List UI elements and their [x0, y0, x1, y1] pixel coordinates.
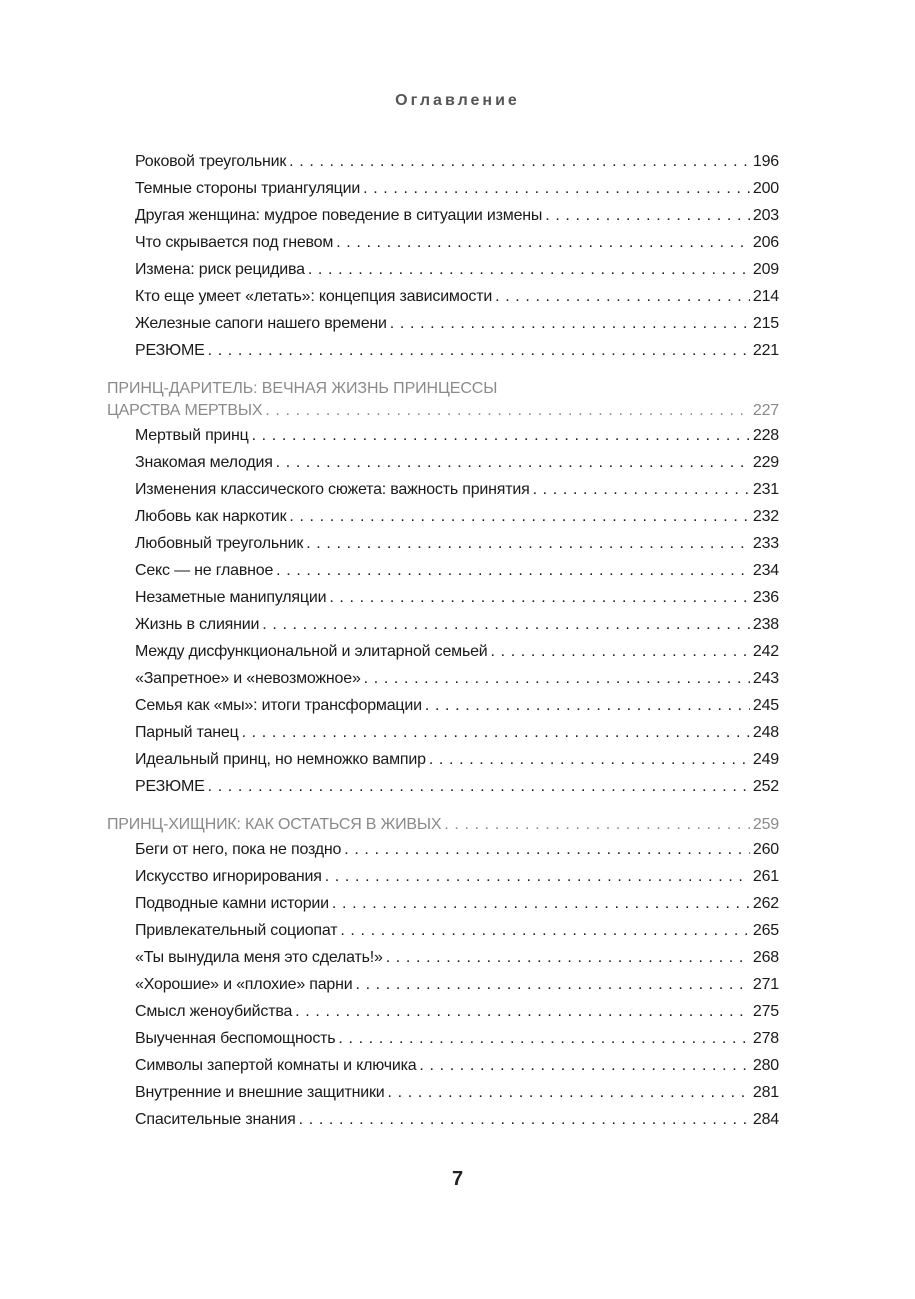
entry-title: Темные стороны триангуляции — [135, 180, 361, 197]
dot-leader — [495, 283, 750, 310]
entry-title: Другая женщина: мудрое поведение в ситуации измены — [135, 207, 543, 224]
entry-page: 249 — [752, 751, 779, 768]
dot-leader — [329, 584, 750, 611]
entry-page: 227 — [752, 402, 779, 419]
entry-page: 252 — [752, 778, 779, 795]
toc-entry[interactable] — [107, 175, 779, 202]
section-heading[interactable] — [107, 814, 779, 836]
entry-title: Внутренние и внешние защитники — [135, 1084, 385, 1101]
dot-leader — [332, 890, 750, 917]
entry-page: 275 — [752, 1003, 779, 1020]
dot-leader — [276, 557, 750, 584]
toc-entry[interactable] — [107, 283, 779, 310]
entry-page: 236 — [752, 589, 779, 606]
entry-page: 206 — [752, 234, 779, 251]
dot-leader — [289, 503, 750, 530]
entry-title: Искусство игнорирования — [135, 868, 322, 885]
entry-page: 196 — [752, 153, 779, 170]
toc-entry[interactable] — [107, 256, 779, 283]
entry-title: Любовный треугольник — [135, 535, 304, 552]
toc-entry[interactable] — [107, 1079, 779, 1106]
toc-entry[interactable] — [107, 530, 779, 557]
entry-page: 200 — [752, 180, 779, 197]
toc-entry[interactable] — [107, 692, 779, 719]
entry-page: 260 — [752, 841, 779, 858]
dot-leader — [208, 773, 750, 800]
dot-leader — [363, 175, 750, 202]
dot-leader — [308, 256, 750, 283]
dot-leader — [340, 917, 750, 944]
dot-leader — [533, 476, 750, 503]
dot-leader — [289, 148, 750, 175]
dot-leader — [242, 719, 750, 746]
dot-leader — [325, 863, 750, 890]
toc-entry[interactable] — [107, 611, 779, 638]
entry-title: Привлекательный социопат — [135, 922, 338, 939]
dot-leader — [295, 998, 750, 1025]
toc-entry[interactable] — [107, 746, 779, 773]
entry-page: 228 — [752, 427, 779, 444]
dot-leader — [390, 310, 750, 337]
entry-title: Жизнь в слиянии — [135, 616, 260, 633]
entry-page: 261 — [752, 868, 779, 885]
toc-entry[interactable] — [107, 557, 779, 584]
section-title-line: ПРИНЦ-ДАРИТЕЛЬ: ВЕЧНАЯ ЖИЗНЬ ПРИНЦЕССЫ — [107, 380, 498, 397]
entry-title: Знакомая мелодия — [135, 454, 273, 471]
toc-entry[interactable] — [107, 337, 779, 364]
entry-page: 231 — [752, 481, 779, 498]
entry-page: 265 — [752, 922, 779, 939]
entry-title: Незаметные манипуляции — [135, 589, 327, 606]
entry-title: Парный танец — [135, 724, 239, 741]
toc-entry[interactable] — [107, 1052, 779, 1079]
entry-title: «Хорошие» и «плохие» парни — [135, 976, 353, 993]
toc-entry[interactable] — [107, 863, 779, 890]
toc-entry[interactable] — [107, 503, 779, 530]
dot-leader — [265, 400, 750, 422]
toc-entry[interactable] — [107, 148, 779, 175]
entry-page: 238 — [752, 616, 779, 633]
toc-entry[interactable] — [107, 944, 779, 971]
dot-leader — [545, 202, 750, 229]
toc-entry[interactable] — [107, 773, 779, 800]
dot-leader — [338, 1025, 749, 1052]
dot-leader — [364, 665, 750, 692]
entry-page: 271 — [752, 976, 779, 993]
entry-page: 284 — [752, 1111, 779, 1128]
entry-title: Идеальный принц, но немножко вампир — [135, 751, 426, 768]
entry-page: 280 — [752, 1057, 779, 1074]
dot-leader — [429, 746, 750, 773]
entry-title: Секс — не главное — [135, 562, 274, 579]
toc-entry[interactable] — [107, 584, 779, 611]
table-of-contents — [107, 148, 779, 1133]
entry-title: Символы запертой комнаты и ключика — [135, 1057, 417, 1074]
entry-page: 242 — [752, 643, 779, 660]
entry-title: Смысл женоубийства — [135, 1003, 293, 1020]
section-entry[interactable] — [107, 400, 779, 422]
dot-leader — [444, 814, 750, 836]
dot-leader — [306, 530, 750, 557]
section-entry[interactable] — [107, 814, 779, 836]
toc-entry[interactable] — [107, 917, 779, 944]
dot-leader — [252, 422, 750, 449]
dot-leader — [419, 1052, 749, 1079]
entry-title: Кто еще умеет «летать»: концепция зависимости — [135, 288, 493, 305]
entry-title: Подводные камни истории — [135, 895, 329, 912]
entry-title: Мертвый принц — [135, 427, 249, 444]
entry-title: Семья как «мы»: итоги трансформации — [135, 697, 422, 714]
entry-title: Изменения классического сюжета: важность принятия — [135, 481, 530, 498]
dot-leader — [491, 638, 750, 665]
entry-page: 229 — [752, 454, 779, 471]
entry-title: ПРИНЦ-ХИЩНИК: КАК ОСТАТЬСЯ В ЖИВЫХ — [107, 816, 442, 833]
entry-page: 243 — [752, 670, 779, 687]
toc-entry[interactable] — [107, 1025, 779, 1052]
toc-entry[interactable] — [107, 890, 779, 917]
entry-page: 248 — [752, 724, 779, 741]
entry-title: Железные сапоги нашего времени — [135, 315, 387, 332]
dot-leader — [388, 1079, 750, 1106]
entry-title: Беги от него, пока не поздно — [135, 841, 342, 858]
dot-leader — [336, 229, 750, 256]
page-number: 7 — [451, 1168, 464, 1190]
entry-page: 232 — [752, 508, 779, 525]
entry-page: 281 — [752, 1084, 779, 1101]
toc-entry[interactable] — [107, 476, 779, 503]
entry-title: Между дисфункциональной и элитарной семьей — [135, 643, 488, 660]
page-title: Оглавление — [395, 92, 520, 109]
dot-leader — [425, 692, 750, 719]
section-heading[interactable] — [107, 378, 779, 422]
dot-leader — [276, 449, 750, 476]
entry-title: Любовь как наркотик — [135, 508, 287, 525]
dot-leader — [262, 611, 750, 638]
entry-page: 221 — [752, 342, 779, 359]
dot-leader — [208, 337, 750, 364]
entry-title: РЕЗЮМЕ — [135, 342, 205, 359]
toc-entry[interactable] — [107, 202, 779, 229]
entry-page: 234 — [752, 562, 779, 579]
entry-page: 262 — [752, 895, 779, 912]
dot-leader — [356, 971, 750, 998]
toc-entry[interactable] — [107, 665, 779, 692]
entry-page: 245 — [752, 697, 779, 714]
toc-entry[interactable] — [107, 836, 779, 863]
entry-page: 268 — [752, 949, 779, 966]
toc-entry[interactable] — [107, 638, 779, 665]
entry-page: 278 — [752, 1030, 779, 1047]
entry-title: Что скрывается под гневом — [135, 234, 334, 251]
entry-title: Роковой треугольник — [135, 153, 287, 170]
toc-entry[interactable] — [107, 422, 779, 449]
toc-entry[interactable] — [107, 719, 779, 746]
dot-leader — [344, 836, 750, 863]
toc-entry[interactable] — [107, 998, 779, 1025]
entry-title: Измена: риск рецидива — [135, 261, 305, 278]
toc-entry[interactable] — [107, 971, 779, 998]
entry-page: 214 — [752, 288, 779, 305]
entry-title: Выученная беспомощность — [135, 1030, 336, 1047]
entry-title: РЕЗЮМЕ — [135, 778, 205, 795]
entry-page: 259 — [752, 816, 779, 833]
entry-title: «Ты вынудила меня это сделать!» — [135, 949, 383, 966]
entry-page: 215 — [752, 315, 779, 332]
entry-page: 209 — [752, 261, 779, 278]
toc-entry[interactable] — [107, 449, 779, 476]
toc-entry[interactable] — [107, 1106, 779, 1133]
toc-entry[interactable] — [107, 229, 779, 256]
dot-leader — [299, 1106, 750, 1133]
entry-page: 233 — [752, 535, 779, 552]
dot-leader — [386, 944, 750, 971]
entry-title: ЦАРСТВА МЕРТВЫХ — [107, 402, 263, 419]
toc-entry[interactable] — [107, 310, 779, 337]
entry-page: 203 — [752, 207, 779, 224]
entry-title: «Запретное» и «невозможное» — [135, 670, 361, 687]
entry-title: Спасительные знания — [135, 1111, 296, 1128]
